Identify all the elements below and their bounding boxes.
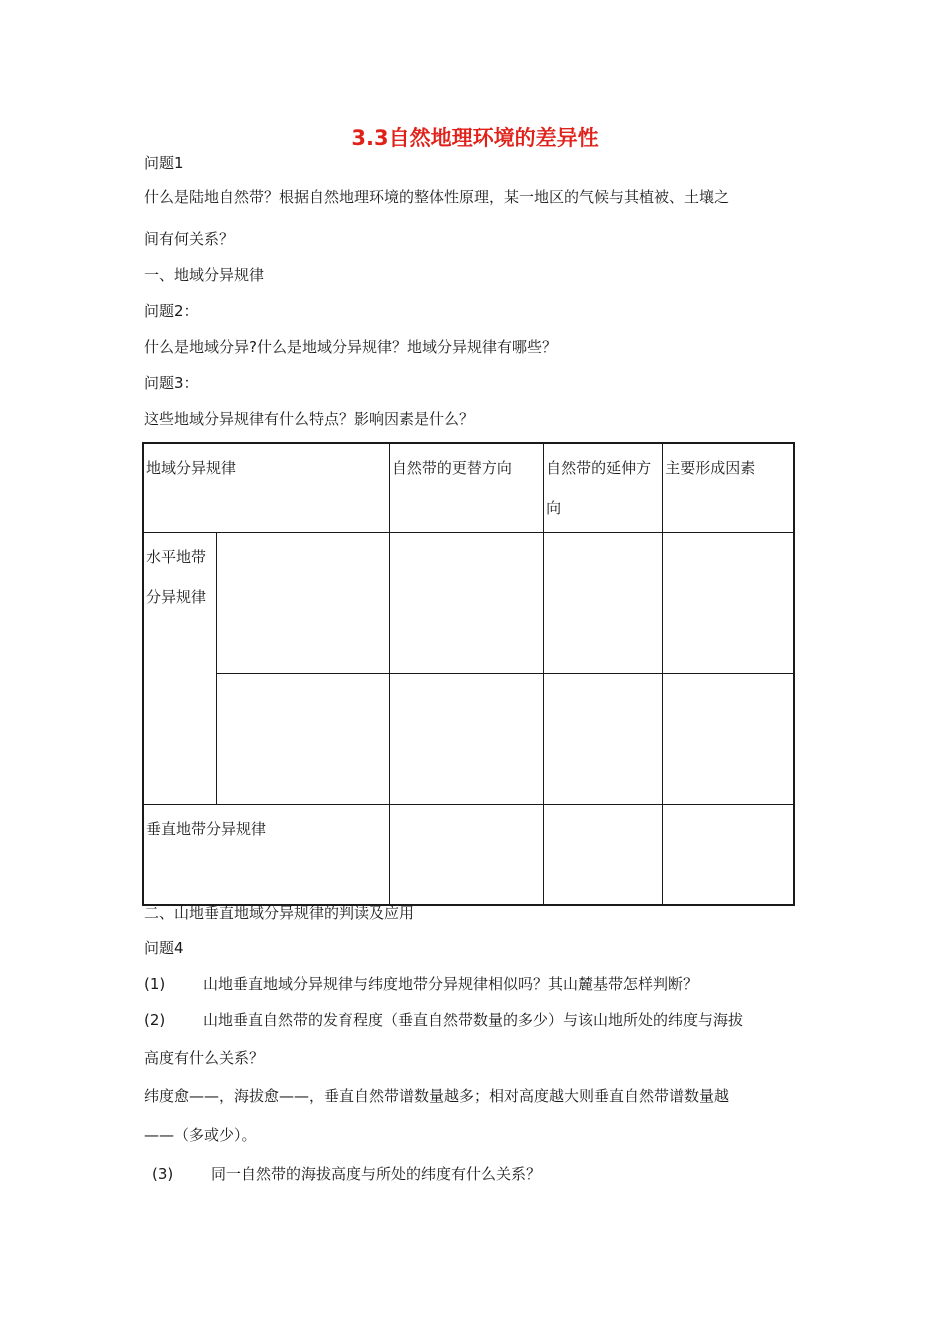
row-vertical-label: 垂直地带分异规律 bbox=[143, 805, 389, 905]
item-text: 山地垂直地域分异规律与纬度地带分异规律相似吗？其山麓基带怎样判断？ bbox=[203, 975, 699, 993]
header-extend: 自然带的延伸方向 bbox=[544, 443, 663, 533]
fill-blank-line1: 纬度愈——，海拔愈——，垂直自然带谱数量越多；相对高度越大则垂直自然带谱数量越 bbox=[144, 1087, 730, 1105]
question-1-text-line1: 什么是陆地自然带？根据自然地理环境的整体性原理，某一地区的气候与其植被、土壤之 bbox=[144, 188, 730, 206]
empty-cell[interactable] bbox=[216, 533, 389, 674]
empty-cell[interactable] bbox=[544, 805, 663, 905]
empty-cell[interactable] bbox=[663, 674, 794, 805]
section-1-heading: 一、地域分异规律 bbox=[144, 266, 265, 284]
empty-cell[interactable] bbox=[389, 533, 543, 674]
question-1-text-line2: 间有何关系？ bbox=[144, 230, 235, 248]
question-3-label: 问题3： bbox=[144, 374, 199, 392]
empty-cell[interactable] bbox=[663, 533, 794, 674]
question-3-text: 这些地域分异规律有什么特点？影响因素是什么？ bbox=[144, 410, 475, 428]
fill-blank-line2: ——（多或少）。 bbox=[144, 1126, 257, 1144]
question-2-label: 问题2： bbox=[144, 302, 199, 320]
empty-cell[interactable] bbox=[544, 533, 663, 674]
empty-cell[interactable] bbox=[544, 674, 663, 805]
question-4-1 bbox=[144, 973, 698, 995]
item-number: (2) bbox=[144, 1011, 166, 1029]
page-title: 3.3自然地理环境的差异性 bbox=[351, 126, 599, 150]
question-4-label: 问题4 bbox=[144, 939, 184, 957]
question-2-text: 什么是地域分异?什么是地域分异规律？地域分异规律有哪些？ bbox=[144, 338, 557, 356]
question-4-2-line2: 高度有什么关系？ bbox=[144, 1049, 265, 1067]
row-horizontal-label: 水平地带分异规律 bbox=[143, 533, 216, 805]
item-text: 山地垂直自然带的发育程度（垂直自然带数量的多少）与该山地所处的纬度与海拔 bbox=[203, 1011, 744, 1029]
empty-cell[interactable] bbox=[663, 805, 794, 905]
item-text: 同一自然带的海拔高度与所处的纬度有什么关系？ bbox=[211, 1165, 542, 1183]
question-4-2 bbox=[144, 1009, 743, 1031]
zonation-table bbox=[142, 442, 795, 906]
empty-cell[interactable] bbox=[216, 674, 389, 805]
empty-cell[interactable] bbox=[389, 805, 543, 905]
question-4-3 bbox=[152, 1163, 541, 1185]
header-rule: 地域分异规律 bbox=[143, 443, 389, 533]
header-factor: 主要形成因素 bbox=[663, 443, 794, 533]
section-2-heading: 二、山地垂直地域分异规律的判读及应用 bbox=[144, 904, 415, 922]
empty-cell[interactable] bbox=[389, 674, 543, 805]
question-1-label: 问题1 bbox=[144, 154, 184, 172]
item-number: (1) bbox=[144, 975, 166, 993]
header-direction: 自然带的更替方向 bbox=[389, 443, 543, 533]
item-number: (3) bbox=[152, 1165, 174, 1183]
